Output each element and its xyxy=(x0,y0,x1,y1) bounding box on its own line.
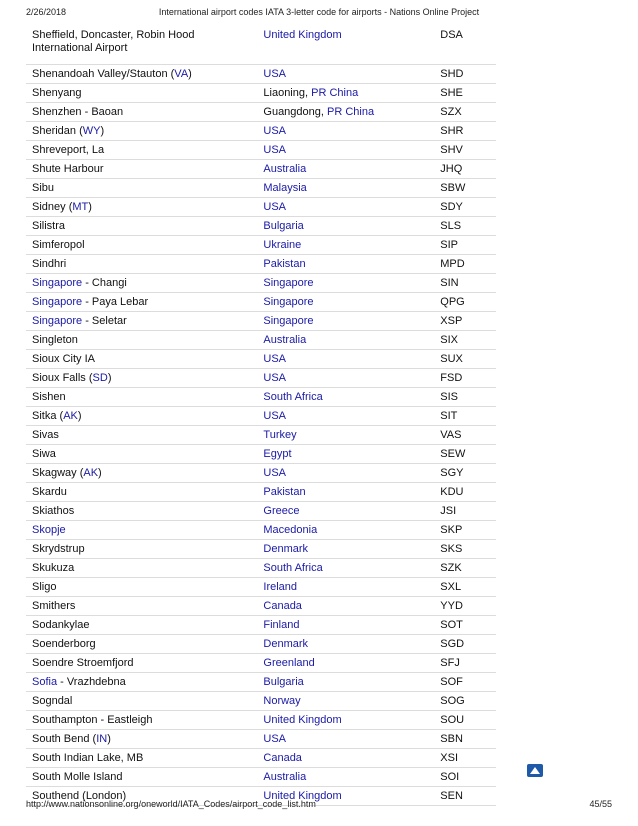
iata-code: SBN xyxy=(434,729,496,748)
city-name: Southampton - Eastleigh xyxy=(32,713,153,726)
country-link[interactable]: USA xyxy=(263,371,287,384)
table-row xyxy=(26,501,496,520)
page-url: http://www.nationsonline.org/oneworld/IATA_Codes/airport_code_list.htm xyxy=(26,799,316,809)
table-row xyxy=(26,691,496,710)
print-header xyxy=(0,7,638,21)
city-suffix: ) xyxy=(100,124,105,137)
city-cell xyxy=(26,444,257,463)
table-row xyxy=(26,387,496,406)
iata-code: SIS xyxy=(434,387,496,406)
country-link[interactable]: PR China xyxy=(311,86,359,99)
country-cell xyxy=(257,691,434,710)
city-cell xyxy=(26,121,257,140)
table-row xyxy=(26,292,496,311)
table-row xyxy=(26,159,496,178)
country-link[interactable]: USA xyxy=(263,466,287,479)
country-cell xyxy=(257,102,434,121)
table-row xyxy=(26,64,496,83)
table-row xyxy=(26,748,496,767)
iata-code: SIX xyxy=(434,330,496,349)
country-cell xyxy=(257,368,434,387)
airport-rows xyxy=(26,26,496,805)
airport-code-table xyxy=(26,26,496,806)
city-name: South Molle Island xyxy=(32,770,123,783)
table-row xyxy=(26,425,496,444)
iata-code: SKS xyxy=(434,539,496,558)
country-link[interactable]: USA xyxy=(263,67,287,80)
country-cell xyxy=(257,26,434,64)
iata-code: SFJ xyxy=(434,653,496,672)
table-row xyxy=(26,102,496,121)
city-suffix: ) xyxy=(88,200,92,213)
table-row xyxy=(26,729,496,748)
city-cell xyxy=(26,368,257,387)
city-name: Skardu xyxy=(32,485,67,498)
country-link[interactable]: Singapore xyxy=(263,295,314,308)
iata-code: XSP xyxy=(434,311,496,330)
city-cell xyxy=(26,102,257,121)
table-row xyxy=(26,254,496,273)
iata-code: SIT xyxy=(434,406,496,425)
country-link[interactable]: United Kingdom xyxy=(263,789,342,802)
city-name: Shenzhen - Baoan xyxy=(32,105,124,118)
table-row xyxy=(26,406,496,425)
city-name: Sitka ( xyxy=(32,409,64,422)
country-link[interactable]: Malaysia xyxy=(263,181,307,194)
iata-code: SBW xyxy=(434,178,496,197)
city-cell xyxy=(26,406,257,425)
city-cell xyxy=(26,64,257,83)
country-link[interactable]: Egypt xyxy=(263,447,292,460)
country-link[interactable]: PR China xyxy=(327,105,375,118)
iata-code: YYD xyxy=(434,596,496,615)
iata-code: SHR xyxy=(434,121,496,140)
country-link[interactable]: USA xyxy=(263,732,287,745)
city-name: Sioux City IA xyxy=(32,352,95,365)
city-link[interactable]: Skopje xyxy=(32,523,66,536)
city-cell xyxy=(26,140,257,159)
city-cell xyxy=(26,482,257,501)
country-cell xyxy=(257,159,434,178)
country-cell xyxy=(257,64,434,83)
city-cell xyxy=(26,615,257,634)
iata-code: SLS xyxy=(434,216,496,235)
city-cell xyxy=(26,254,257,273)
country-cell xyxy=(257,672,434,691)
city-name: Skrydstrup xyxy=(32,542,85,555)
city-name: Soenderborg xyxy=(32,637,96,650)
city-name: Sindhri xyxy=(32,257,67,270)
country-cell xyxy=(257,83,434,102)
city-cell xyxy=(26,520,257,539)
table-row xyxy=(26,121,496,140)
iata-code: QPG xyxy=(434,292,496,311)
city-cell xyxy=(26,387,257,406)
country-cell xyxy=(257,520,434,539)
country-cell xyxy=(257,444,434,463)
city-name: Siwa xyxy=(32,447,56,460)
city-name: Skukuza xyxy=(32,561,75,574)
city-link[interactable]: Sofia xyxy=(32,675,58,688)
country-link[interactable]: Pakistan xyxy=(263,257,306,270)
country-cell xyxy=(257,330,434,349)
country-link[interactable]: USA xyxy=(263,409,287,422)
city-cell xyxy=(26,539,257,558)
city-name: Shenandoah Valley/Stauton ( xyxy=(32,67,175,80)
country-cell xyxy=(257,615,434,634)
iata-code: SHE xyxy=(434,83,496,102)
city-cell xyxy=(26,273,257,292)
country-cell xyxy=(257,197,434,216)
print-footer xyxy=(0,799,638,813)
city-cell xyxy=(26,691,257,710)
city-cell xyxy=(26,729,257,748)
country-link[interactable]: USA xyxy=(263,352,287,365)
country-cell xyxy=(257,254,434,273)
city-name: Sioux Falls ( xyxy=(32,371,93,384)
table-row xyxy=(26,672,496,691)
page-title: International airport codes IATA 3-letter code for airports - Nations Online Project xyxy=(158,7,480,17)
table-row xyxy=(26,311,496,330)
iata-code: DSA xyxy=(434,26,496,64)
country-link[interactable]: Finland xyxy=(263,618,300,631)
country-cell xyxy=(257,349,434,368)
iata-code: SOI xyxy=(434,767,496,786)
city-link[interactable]: Singapore xyxy=(32,314,83,327)
table-row xyxy=(26,216,496,235)
iata-code: SOG xyxy=(434,691,496,710)
city-link[interactable]: VA xyxy=(174,67,189,80)
city-suffix: ) xyxy=(77,409,82,422)
city-name: Shute Harbour xyxy=(32,162,104,175)
table-row xyxy=(26,615,496,634)
city-name: Sidney ( xyxy=(32,200,73,213)
city-link[interactable]: WY xyxy=(82,124,101,137)
city-suffix: - Changi xyxy=(82,276,127,289)
country-link[interactable]: Singapore xyxy=(263,314,314,327)
city-name: Sligo xyxy=(32,580,57,593)
country-link[interactable]: Turkey xyxy=(263,428,297,441)
city-cell xyxy=(26,501,257,520)
city-name: Sodankylae xyxy=(32,618,90,631)
country-link[interactable]: Australia xyxy=(263,333,307,346)
city-link[interactable]: SD xyxy=(92,371,108,384)
city-suffix: - Paya Lebar xyxy=(82,295,149,308)
country-cell xyxy=(257,387,434,406)
country-cell xyxy=(257,767,434,786)
country-link[interactable]: Ireland xyxy=(263,580,298,593)
table-row xyxy=(26,26,496,64)
table-row xyxy=(26,710,496,729)
iata-code: SIP xyxy=(434,235,496,254)
city-cell xyxy=(26,558,257,577)
table-row xyxy=(26,197,496,216)
city-name: Skagway ( xyxy=(32,466,84,479)
country-cell xyxy=(257,463,434,482)
table-row xyxy=(26,83,496,102)
city-name: Sheffield, Doncaster, Robin Hood International Airport xyxy=(32,29,195,54)
table-row xyxy=(26,444,496,463)
country-link[interactable]: Denmark xyxy=(263,542,309,555)
city-link[interactable]: IN xyxy=(96,732,108,745)
city-cell xyxy=(26,463,257,482)
country-link[interactable]: South Africa xyxy=(263,390,323,403)
table-row xyxy=(26,767,496,786)
city-cell xyxy=(26,311,257,330)
iata-code: VAS xyxy=(434,425,496,444)
country-cell xyxy=(257,140,434,159)
country-link[interactable]: Macedonia xyxy=(263,523,318,536)
table-row xyxy=(26,520,496,539)
city-cell xyxy=(26,634,257,653)
country-cell xyxy=(257,235,434,254)
country-cell xyxy=(257,558,434,577)
city-cell xyxy=(26,235,257,254)
country-link[interactable]: Bulgaria xyxy=(263,219,304,232)
city-link[interactable]: AK xyxy=(63,409,78,422)
page-number: 45/55 xyxy=(589,799,612,809)
iata-code: JHQ xyxy=(434,159,496,178)
print-date: 2/26/2018 xyxy=(26,7,67,17)
country-link[interactable]: Greenland xyxy=(263,656,315,669)
iata-code: SGD xyxy=(434,634,496,653)
city-cell xyxy=(26,748,257,767)
iata-code: SHD xyxy=(434,64,496,83)
iata-code: SOT xyxy=(434,615,496,634)
country-cell xyxy=(257,216,434,235)
country-link[interactable]: United Kingdom xyxy=(263,713,342,726)
table-row xyxy=(26,463,496,482)
city-cell xyxy=(26,26,257,64)
city-link[interactable]: AK xyxy=(83,466,99,479)
table-row xyxy=(26,273,496,292)
country-cell xyxy=(257,596,434,615)
city-cell xyxy=(26,653,257,672)
city-name: Soendre Stroemfjord xyxy=(32,656,134,669)
city-cell xyxy=(26,330,257,349)
country-link[interactable]: Bulgaria xyxy=(263,675,304,688)
city-name: South Bend ( xyxy=(32,732,97,745)
city-name: Sogndal xyxy=(32,694,73,707)
country-link[interactable]: Denmark xyxy=(263,637,309,650)
country-cell xyxy=(257,710,434,729)
country-cell xyxy=(257,178,434,197)
iata-code: SOU xyxy=(434,710,496,729)
iata-code: SKP xyxy=(434,520,496,539)
iata-code: SEN xyxy=(434,786,496,805)
table-row xyxy=(26,653,496,672)
city-suffix: ) xyxy=(107,371,112,384)
city-name: Singleton xyxy=(32,333,78,346)
city-cell xyxy=(26,596,257,615)
city-name: Sibu xyxy=(32,181,55,194)
country-cell xyxy=(257,406,434,425)
country-cell xyxy=(257,634,434,653)
country-link[interactable]: Norway xyxy=(263,694,301,707)
city-cell xyxy=(26,159,257,178)
iata-code: SXL xyxy=(434,577,496,596)
city-cell xyxy=(26,83,257,102)
country-cell xyxy=(257,539,434,558)
table-row xyxy=(26,634,496,653)
country-link[interactable]: USA xyxy=(263,200,287,213)
city-cell xyxy=(26,216,257,235)
country-cell xyxy=(257,653,434,672)
iata-code: SZX xyxy=(434,102,496,121)
city-suffix: ) xyxy=(98,466,102,479)
city-name: Smithers xyxy=(32,599,76,612)
city-cell xyxy=(26,672,257,691)
city-cell xyxy=(26,425,257,444)
city-cell xyxy=(26,577,257,596)
city-name: Skiathos xyxy=(32,504,75,517)
country-cell xyxy=(257,273,434,292)
table-row xyxy=(26,596,496,615)
country-link[interactable]: Australia xyxy=(263,770,307,783)
city-name: Sishen xyxy=(32,390,66,403)
province-name: Guangdong, xyxy=(263,105,328,118)
iata-code: SUX xyxy=(434,349,496,368)
city-suffix: ) xyxy=(188,67,192,80)
country-link[interactable]: Canada xyxy=(263,599,302,612)
city-suffix: - Seletar xyxy=(82,314,127,327)
iata-code: SDY xyxy=(434,197,496,216)
country-link[interactable]: Ukraine xyxy=(263,238,302,251)
table-row xyxy=(26,330,496,349)
iata-code: SHV xyxy=(434,140,496,159)
table-row xyxy=(26,539,496,558)
country-link[interactable]: USA xyxy=(263,124,287,137)
country-link[interactable]: Singapore xyxy=(263,276,314,289)
city-cell xyxy=(26,178,257,197)
city-name: Sheridan ( xyxy=(32,124,83,137)
city-name: Shreveport, La xyxy=(32,143,105,156)
iata-code: SEW xyxy=(434,444,496,463)
city-cell xyxy=(26,197,257,216)
country-cell xyxy=(257,729,434,748)
table-row xyxy=(26,140,496,159)
country-cell xyxy=(257,292,434,311)
country-link[interactable]: Canada xyxy=(263,751,302,764)
country-link[interactable]: Australia xyxy=(263,162,307,175)
back-to-top-icon[interactable] xyxy=(527,764,543,777)
table-row xyxy=(26,178,496,197)
country-cell xyxy=(257,482,434,501)
iata-code: XSI xyxy=(434,748,496,767)
country-link[interactable]: Greece xyxy=(263,504,300,517)
city-cell xyxy=(26,710,257,729)
iata-code: SIN xyxy=(434,273,496,292)
city-cell xyxy=(26,767,257,786)
country-cell xyxy=(257,501,434,520)
table-row xyxy=(26,482,496,501)
table-row xyxy=(26,577,496,596)
city-name: Silistra xyxy=(32,219,66,232)
iata-code: FSD xyxy=(434,368,496,387)
table-row xyxy=(26,558,496,577)
iata-code: SGY xyxy=(434,463,496,482)
country-cell xyxy=(257,121,434,140)
city-name: South Indian Lake, MB xyxy=(32,751,144,764)
table-row xyxy=(26,235,496,254)
city-cell xyxy=(26,292,257,311)
country-link[interactable]: Pakistan xyxy=(263,485,306,498)
city-name: Southend (London) xyxy=(32,789,127,802)
iata-code: SOF xyxy=(434,672,496,691)
country-cell xyxy=(257,577,434,596)
province-name: Liaoning, xyxy=(263,86,312,99)
country-cell xyxy=(257,748,434,767)
city-link[interactable]: MT xyxy=(72,200,89,213)
city-name: Sivas xyxy=(32,428,59,441)
country-link[interactable]: USA xyxy=(263,143,287,156)
country-link[interactable]: United Kingdom xyxy=(263,29,342,41)
iata-code: SZK xyxy=(434,558,496,577)
country-cell xyxy=(257,425,434,444)
city-name: Shenyang xyxy=(32,86,82,99)
city-cell xyxy=(26,349,257,368)
table-row xyxy=(26,368,496,387)
country-cell xyxy=(257,311,434,330)
table-row xyxy=(26,349,496,368)
city-suffix: ) xyxy=(107,732,111,745)
city-link[interactable]: Singapore xyxy=(32,295,83,308)
city-link[interactable]: Singapore xyxy=(32,276,83,289)
country-link[interactable]: South Africa xyxy=(263,561,323,574)
city-suffix: - Vrazhdebna xyxy=(57,675,126,688)
iata-code: JSI xyxy=(434,501,496,520)
iata-code: KDU xyxy=(434,482,496,501)
iata-code: MPD xyxy=(434,254,496,273)
city-name: Simferopol xyxy=(32,238,85,251)
